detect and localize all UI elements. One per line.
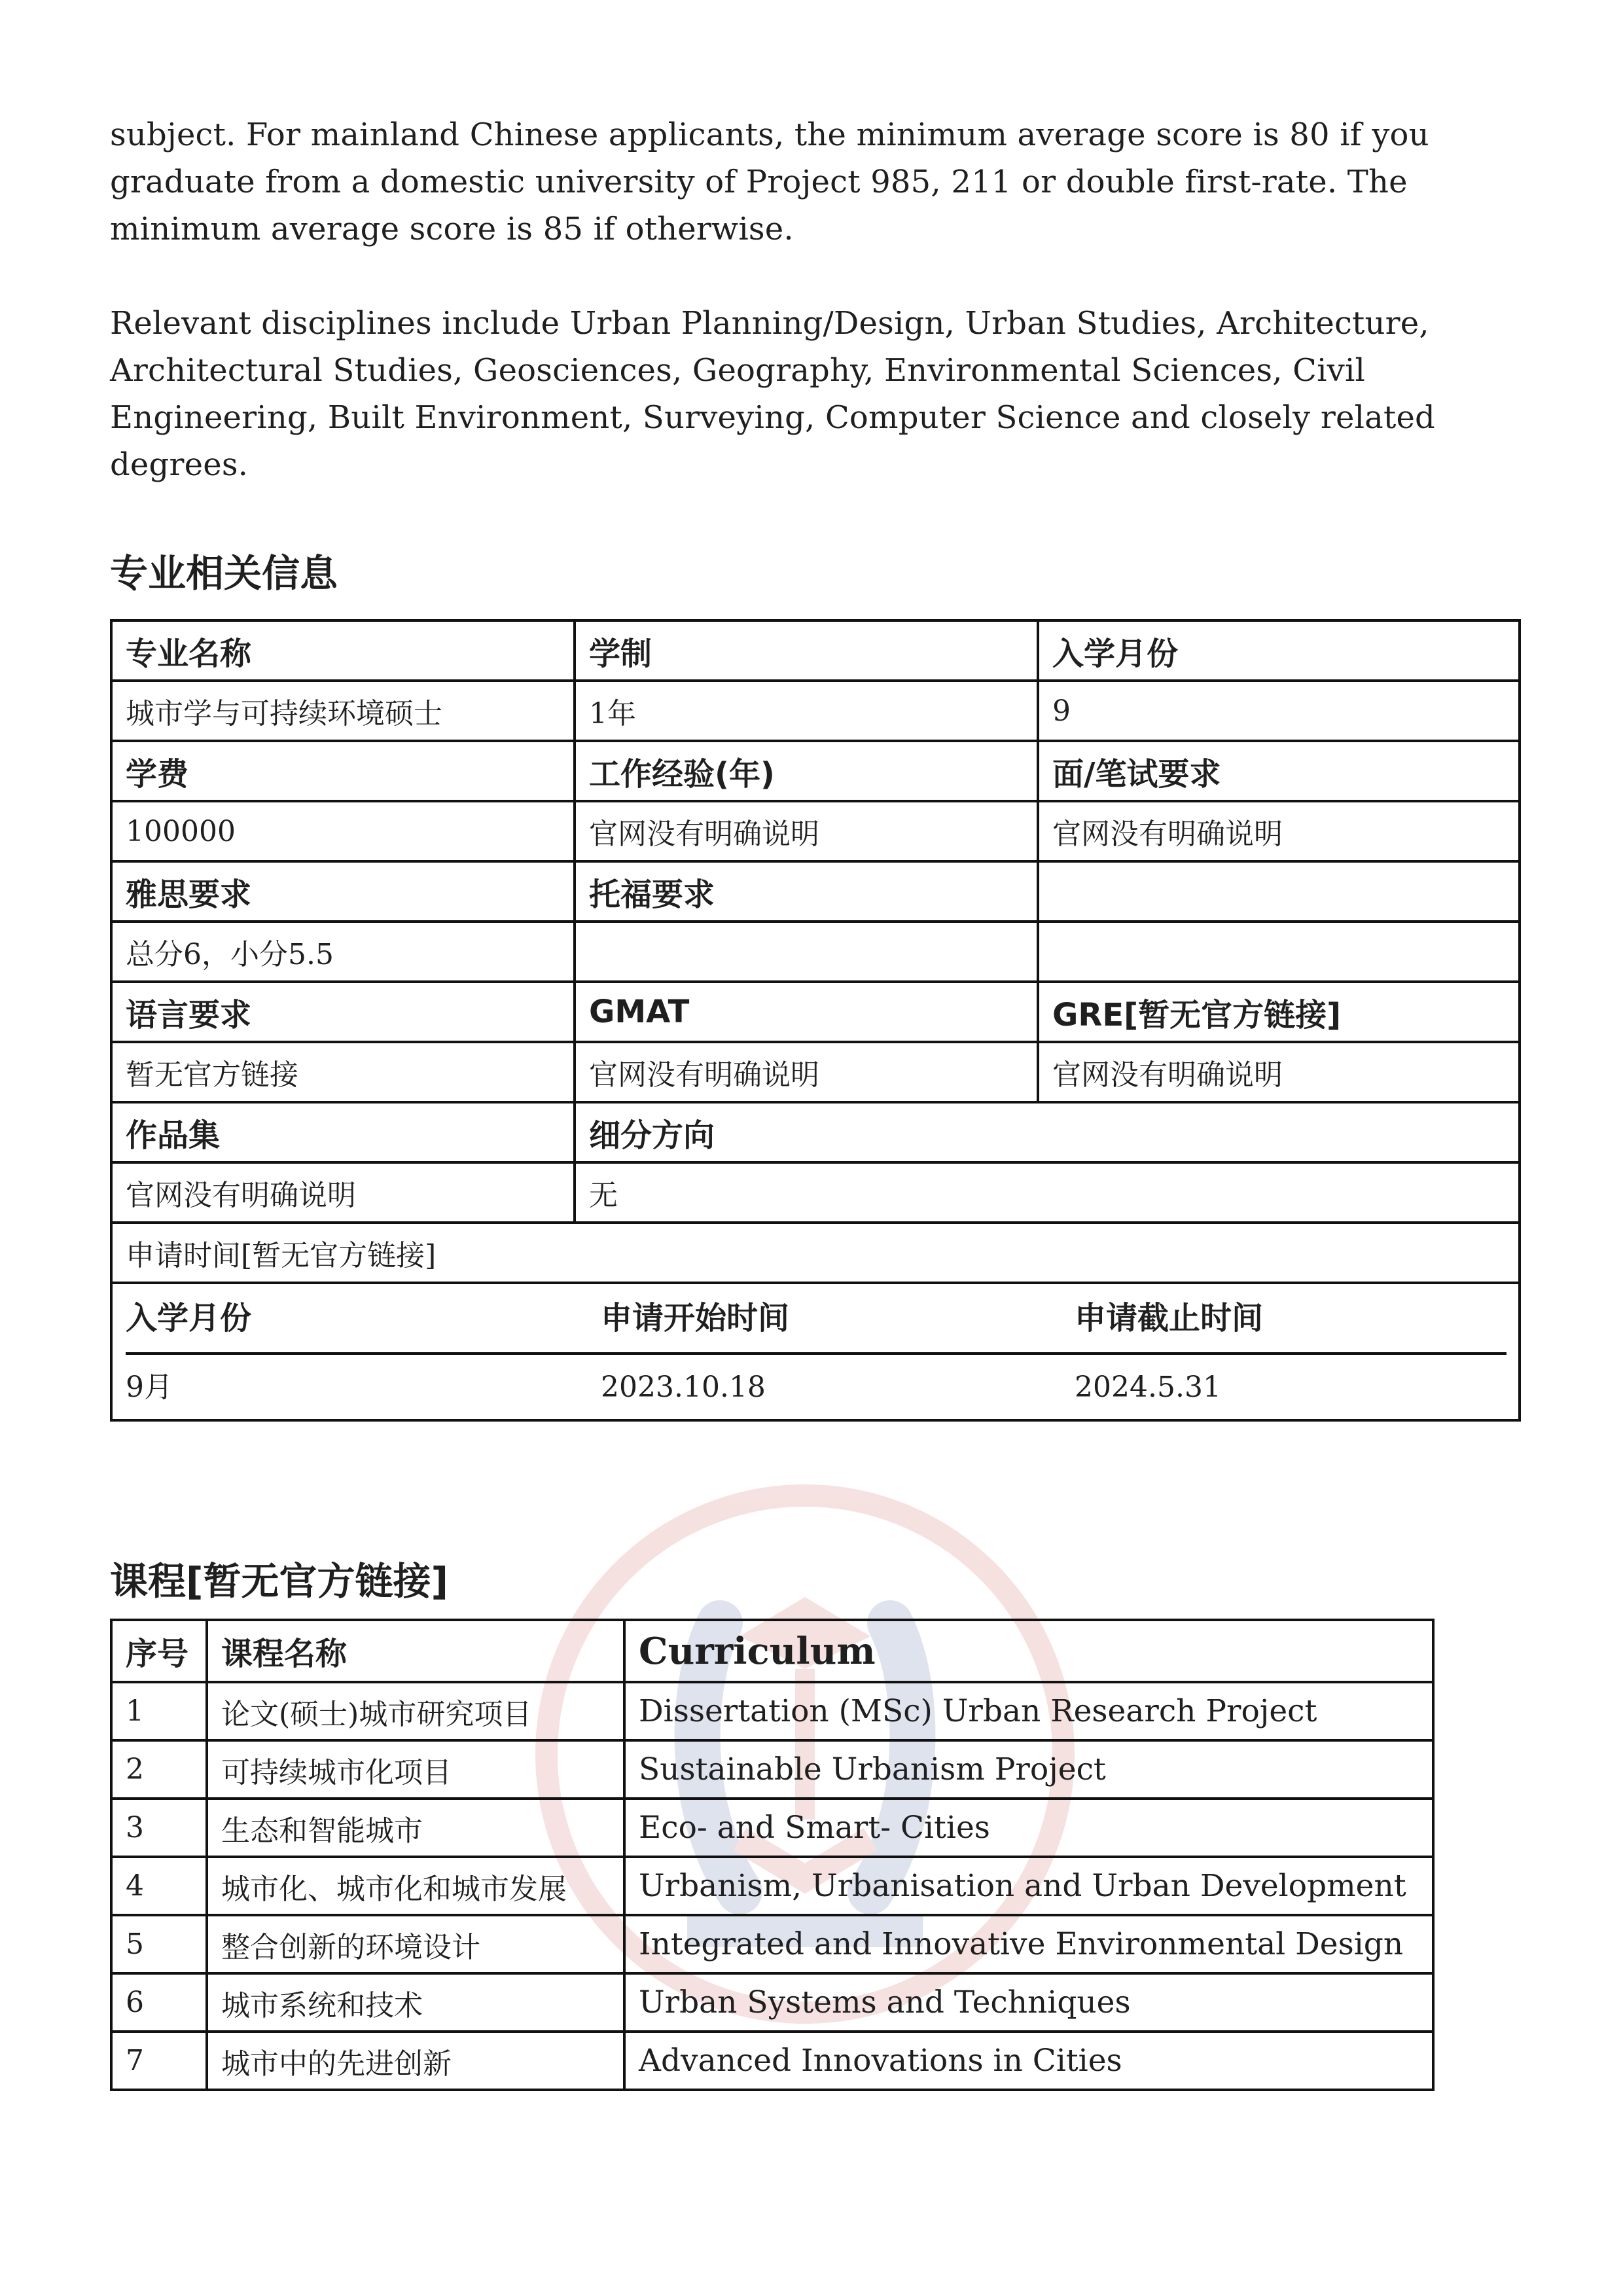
interview-value: 官网没有明确说明 — [1038, 801, 1520, 861]
work-experience-value: 官网没有明确说明 — [575, 801, 1038, 861]
course-name-cn: 可持续城市化项目 — [207, 1740, 624, 1799]
course-name-cn: 论文(硕士)城市研究项目 — [207, 1682, 624, 1740]
empty-cell — [1038, 922, 1520, 982]
dates-header-intake: 入学月份 — [126, 1300, 252, 1336]
work-experience-label: 工作经验(年) — [575, 741, 1038, 801]
course-name-en: Urban Systems and Techniques — [624, 1973, 1433, 2032]
specialization-label: 细分方向 — [575, 1102, 1520, 1162]
intro-paragraph-1: subject. For mainland Chinese applicants, the minimum average score is 80 if you graduate from a domestic university of Project 985, 211 or double first-rate. The minimum average score is 85 if otherwise. — [110, 117, 1429, 247]
toefl-label: 托福要求 — [575, 861, 1038, 922]
intake-month-value: 9 — [1038, 681, 1520, 741]
course-no: 4 — [111, 1857, 207, 1915]
course-row — [111, 1857, 1433, 1915]
course-name-cn: 生态和智能城市 — [207, 1799, 624, 1857]
course-row — [111, 1915, 1433, 1973]
course-name-en: Sustainable Urbanism Project — [624, 1740, 1433, 1799]
tuition-value: 100000 — [111, 801, 575, 861]
course-name-cn: 城市化、城市化和城市发展 — [207, 1857, 624, 1915]
empty-cell — [1038, 861, 1520, 922]
toefl-value — [575, 922, 1038, 982]
portfolio-value: 官网没有明确说明 — [111, 1162, 575, 1223]
dates-value-intake: 9月 — [126, 1371, 173, 1404]
course-name-cn: 城市系统和技术 — [207, 1973, 624, 2032]
course-name-cn: 城市中的先进创新 — [207, 2032, 624, 2090]
dates-divider — [126, 1352, 1507, 1355]
course-row — [111, 1973, 1433, 2032]
info-section-title: 专业相关信息 — [110, 551, 338, 596]
course-row — [111, 2032, 1433, 2090]
course-name-en: Dissertation (MSc) Urban Research Project — [624, 1682, 1433, 1740]
course-no: 1 — [111, 1682, 207, 1740]
ielts-value: 总分6，小分5.5 — [111, 922, 575, 982]
application-time-label: 申请时间[暂无官方链接] — [111, 1223, 1520, 1283]
program-name-label: 专业名称 — [111, 620, 575, 681]
program-name-value: 城市学与可持续环境硕士 — [111, 681, 575, 741]
portfolio-label: 作品集 — [111, 1102, 575, 1162]
duration-value: 1年 — [575, 681, 1038, 741]
language-value: 暂无官方链接 — [111, 1042, 575, 1102]
course-name-cn: 整合创新的环境设计 — [207, 1915, 624, 1973]
interview-label: 面/笔试要求 — [1038, 741, 1520, 801]
course-row — [111, 1740, 1433, 1799]
course-no: 5 — [111, 1915, 207, 1973]
course-name-en: Integrated and Innovative Environmental Design — [624, 1915, 1433, 1973]
gmat-label: GMAT — [575, 982, 1038, 1042]
specialization-value: 无 — [575, 1162, 1520, 1223]
language-label: 语言要求 — [111, 982, 575, 1042]
course-name-en: Advanced Innovations in Cities — [624, 2032, 1433, 2090]
program-info-table — [110, 619, 1521, 1422]
course-name-en: Eco- and Smart- Cities — [624, 1799, 1433, 1857]
duration-label: 学制 — [575, 620, 1038, 681]
course-row — [111, 1799, 1433, 1857]
dates-value-start: 2023.10.18 — [601, 1371, 766, 1404]
course-no: 6 — [111, 1973, 207, 2032]
gmat-value: 官网没有明确说明 — [575, 1042, 1038, 1102]
dates-header-start: 申请开始时间 — [601, 1300, 790, 1336]
tuition-label: 学费 — [111, 741, 575, 801]
dates-value-deadline: 2024.5.31 — [1075, 1371, 1221, 1404]
course-row — [111, 1682, 1433, 1740]
course-name-en: Urbanism, Urbanisation and Urban Development — [624, 1857, 1433, 1915]
course-no: 3 — [111, 1799, 207, 1857]
course-header-curriculum: Curriculum — [624, 1620, 1433, 1682]
ielts-label: 雅思要求 — [111, 861, 575, 922]
application-dates — [111, 1283, 1520, 1420]
course-no: 7 — [111, 2032, 207, 2090]
gre-value: 官网没有明确说明 — [1038, 1042, 1520, 1102]
course-header-name: 课程名称 — [207, 1620, 624, 1682]
course-header-no: 序号 — [111, 1620, 207, 1682]
intro-paragraph-2: Relevant disciplines include Urban Planning/Design, Urban Studies, Architecture, Architectural Studies, Geosciences, Geography, Environmental Sciences, Civil Engineering, Built Environment, Surveying, Computer Science and closely related degrees. — [110, 305, 1435, 483]
intake-month-label: 入学月份 — [1038, 620, 1520, 681]
course-no: 2 — [111, 1740, 207, 1799]
course-section-title: 课程[暂无官方链接] — [110, 1559, 449, 1604]
gre-label: GRE[暂无官方链接] — [1038, 982, 1520, 1042]
course-table — [110, 1619, 1435, 2091]
dates-header-deadline: 申请截止时间 — [1075, 1300, 1264, 1336]
